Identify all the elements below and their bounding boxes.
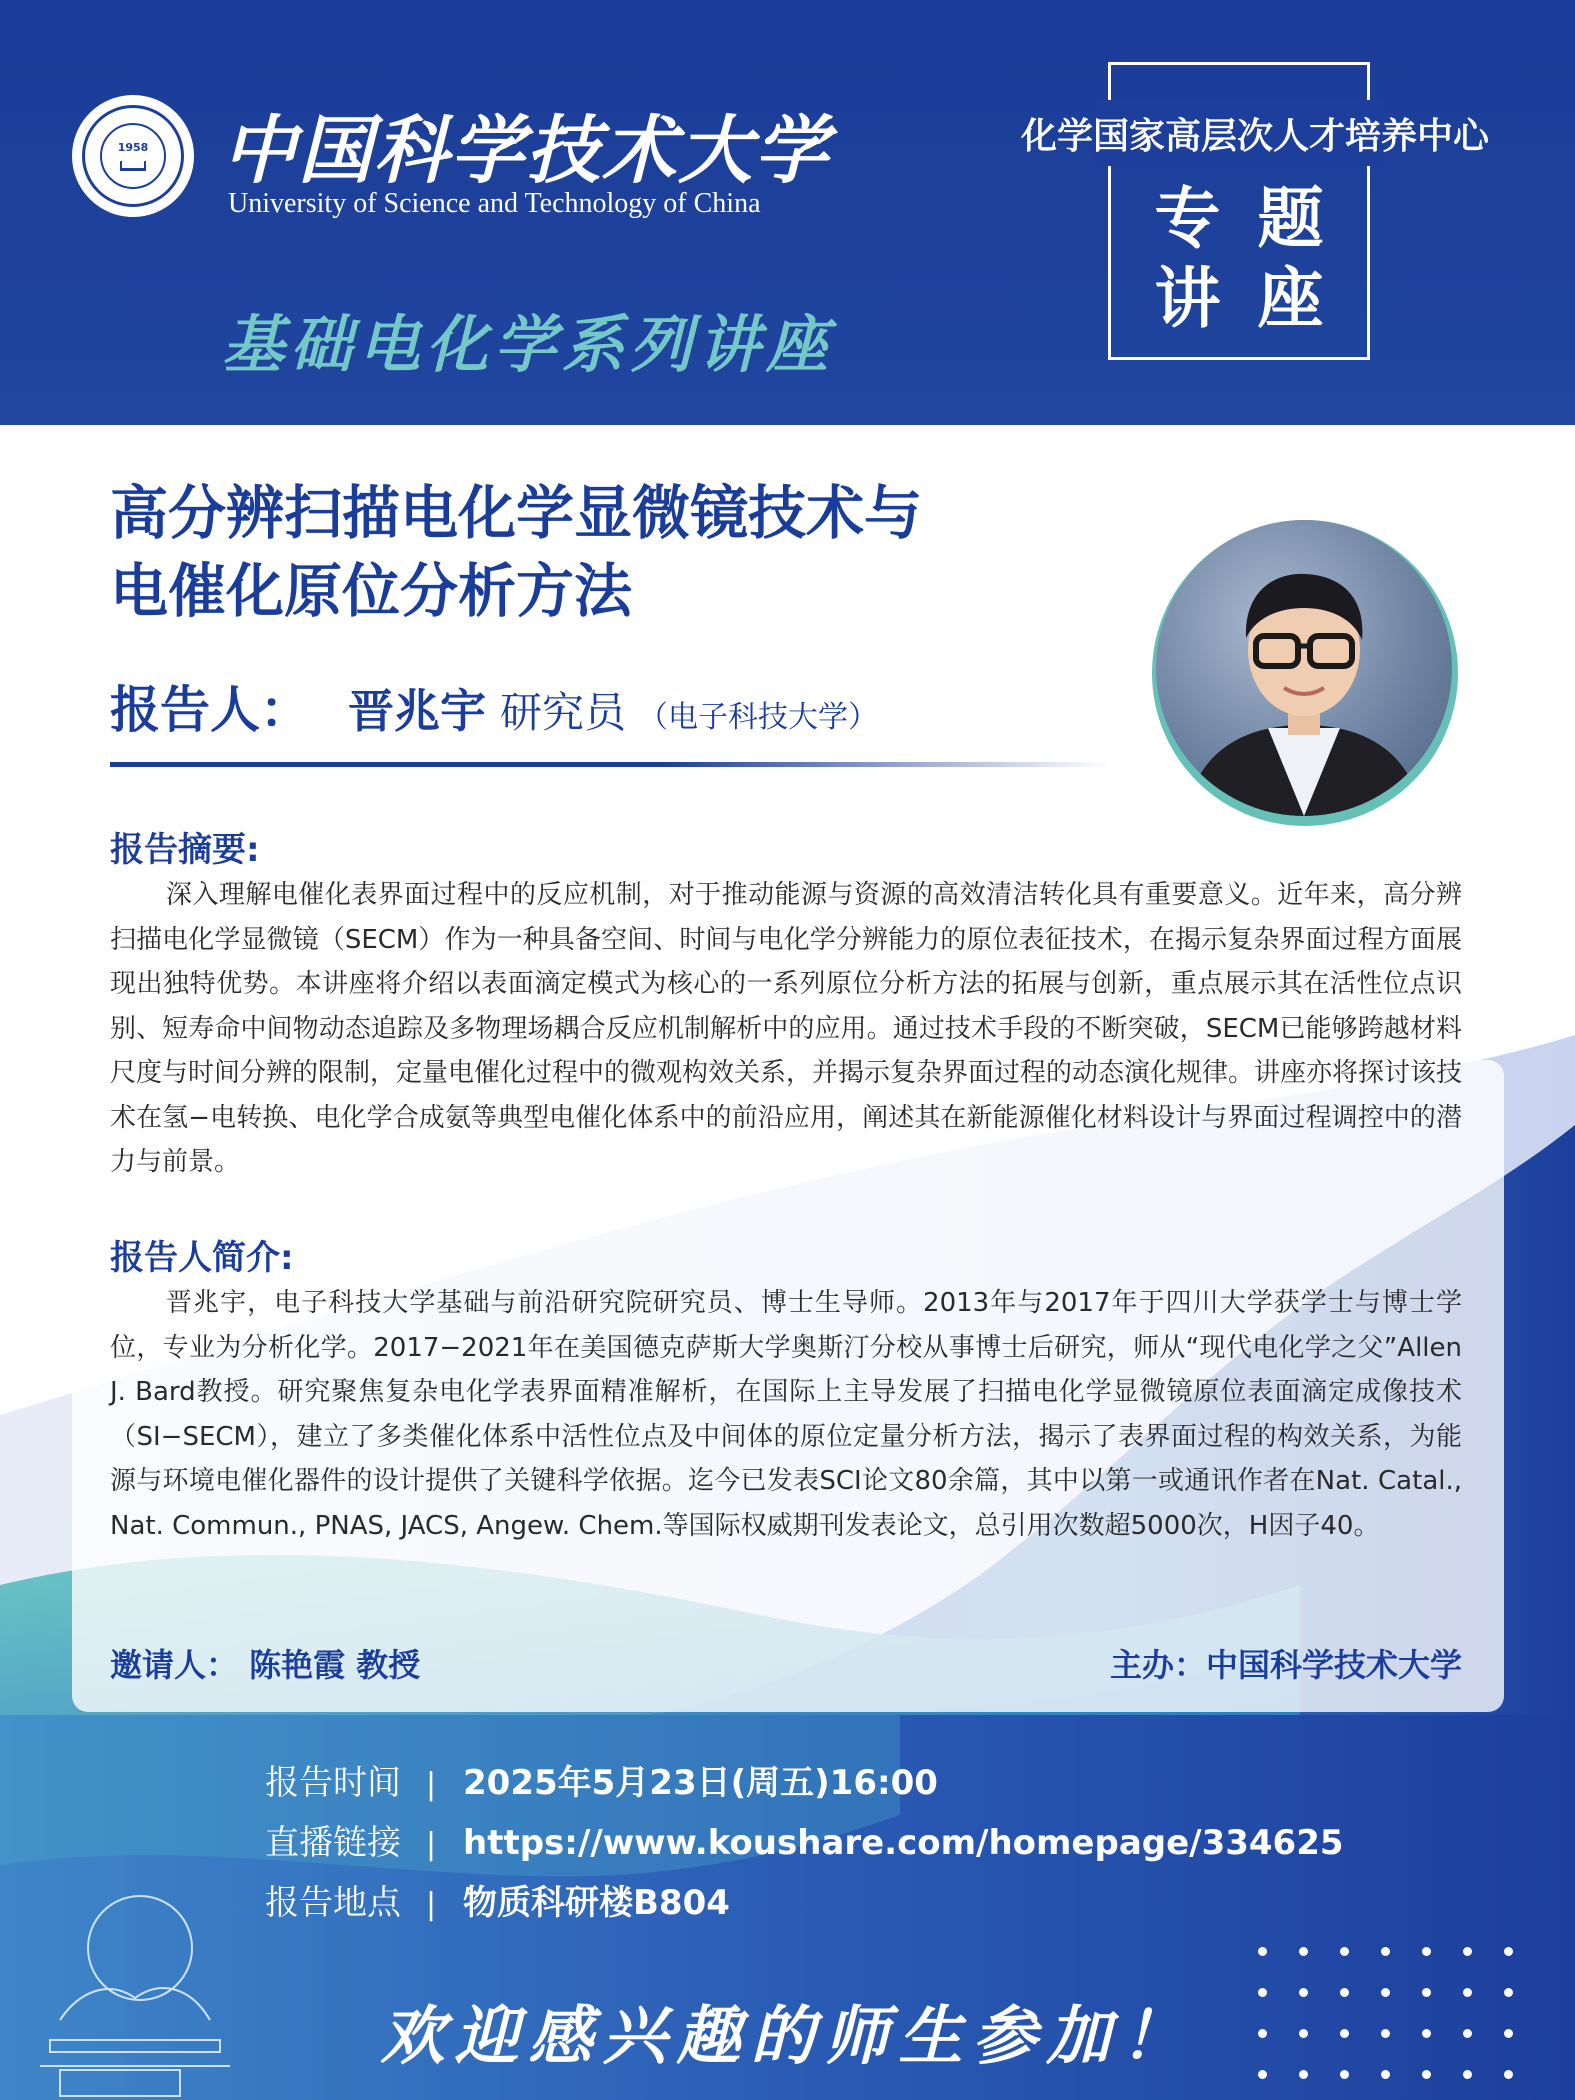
decorative-dot-grid [1258,1947,1548,2087]
info-link-row [265,1815,1344,1875]
decorative-dot [1381,2029,1390,2038]
abstract-heading: 报告摘要: [110,830,260,870]
seal-inner-ring [100,123,166,189]
lecture-type-char: 座 [1257,259,1324,337]
decorative-dot [1299,2070,1308,2079]
inviter-info: 邀请人： 陈艳霞 教授 [110,1646,421,1684]
talent-center-name: 化学国家高层次人才培养中心 [1020,116,1489,157]
lecture-type-char: 题 [1257,179,1324,257]
abstract-text: 深入理解电催化表界面过程中的反应机制，对于推动能源与资源的高效清洁转化具有重要意义。近年来，高分辨扫描电化学显微镜（SECM）作为一种具备空间、时间与电化学分辨能力的原位表征技术，在揭示复杂界面过程方面展现出独特优势。本讲座将介绍以表面滴定模式为核心的一系列原位分析方法的拓展与创新，重点展示其在活性位点识别、短寿命中间物动态追踪及多物理场耦合反应机制解析中的应用。通过技术手段的不断突破，SECM已能够跨越材料尺度与时间分辨的限制，定量电催化过程中的微观构效关系，并揭示复杂界面过程的动态演化规律。讲座亦将探讨该技术在氢−电转换、电化学合成氨等典型电催化体系中的前沿应用，阐述其在新能源催化材料设计与界面过程调控中的潜力与前景。 [110,880,1463,1177]
seal-year: 1958 [117,141,149,154]
speaker-label: 报告人： [110,681,310,739]
decorative-dot [1463,2070,1472,2079]
decorative-dot [1299,2029,1308,2038]
university-name-cn: 中国科学技术大学 [222,108,830,194]
title-divider [110,762,1110,767]
info-time-row [265,1755,938,1815]
decorative-dot [1504,2029,1513,2038]
lecture-type-char: 专 [1154,179,1221,257]
speaker-rank: 研究员 [500,688,627,737]
decorative-dot [1463,1947,1472,1956]
speaker-affiliation: （电子科技大学） [638,700,879,735]
speaker-portrait [1156,520,1452,816]
decorative-dot [1422,1988,1431,1997]
talk-title-line1: 高分辨扫描电化学显微镜技术与 [110,479,923,547]
bio-text: 晋兆宇，电子科技大学基础与前沿研究院研究员、博士生导师。2013年与2017年于四川大学获学士与博士学位，专业为分析化学。2017−2021年在美国德克萨斯大学奥斯汀分校从事博士后研究，师从“现代电化学之父”Allen J. Bard教授。研究聚焦复杂电化学表界面精准解析，在国际上主导发展了扫描电化学显微镜原位表面滴定成像技术（SI−SECM），建立了多类催化体系中活性位点及中间体的原位定量分析方法，揭示了表界面过程的构效关系，为能源与环境电催化器件的设计提供了关键科学依据。迄今已发表SCI论文80余篇，其中以第一或通讯作者在Nat. Catal., Nat. Commun., PNAS, JACS, Angew. Chem.等国际权威期刊发表论文，总引用次数超5000次，H因子40。 [110,1288,1462,1541]
lecture-type-char: 讲 [1154,259,1221,337]
decorative-dot [1299,1947,1308,1956]
separator: | [425,1887,437,1922]
decorative-dot [1381,2070,1390,2079]
info-place-row [265,1875,730,1935]
lecture-series-title: 基础电化学系列讲座 [222,308,835,381]
time-label: 报告时间 [265,1763,401,1803]
decorative-dot [1258,2029,1267,2038]
separator: | [425,1767,437,1802]
decorative-dot [1299,1988,1308,1997]
decorative-dot [1504,1947,1513,1956]
speaker-photo [1152,520,1458,826]
welcome-banner: 欢迎感兴趣的师生参加！ [380,1999,1195,2074]
decorative-dot [1422,1947,1431,1956]
link-label: 直播链接 [265,1823,401,1863]
decorative-dot [1422,2029,1431,2038]
bio-heading: 报告人简介: [110,1238,294,1278]
separator: | [425,1827,437,1862]
place-value: 物质科研楼B804 [463,1883,730,1923]
decorative-dot [1258,1947,1267,1956]
time-value: 2025年5月23日(周五)16:00 [463,1763,938,1803]
seal-book-icon [120,161,146,171]
university-seal-logo [72,95,194,217]
decorative-dot [1340,2070,1349,2079]
talk-title [110,474,1150,630]
speaker-name: 晋兆宇 [348,684,486,738]
header-banner [0,0,1575,425]
decorative-dot [1504,2070,1513,2079]
decorative-dot [1422,2070,1431,2079]
livestream-link[interactable]: https://www.koushare.com/homepage/334625 [463,1823,1344,1863]
talk-title-line2: 电催化原位分析方法 [110,557,633,625]
decorative-dot [1340,1947,1349,1956]
place-label: 报告地点 [265,1883,401,1923]
decorative-dot [1381,1988,1390,1997]
decorative-dot [1463,2029,1472,2038]
portrait-illustration [1156,520,1452,816]
decorative-dot [1258,2070,1267,2079]
decorative-dot [1463,1988,1472,1997]
decorative-dot [1258,1988,1267,1997]
host-info: 主办：中国科学技术大学 [1109,1646,1462,1684]
decorative-dot [1340,1988,1349,1997]
university-name-en: University of Science and Technology of China [228,188,761,219]
speaker-line [110,670,1090,742]
decorative-dot [1504,1988,1513,1997]
decorative-dot [1340,2029,1349,2038]
decorative-dot [1381,1947,1390,1956]
lecture-type-label [1136,178,1342,338]
